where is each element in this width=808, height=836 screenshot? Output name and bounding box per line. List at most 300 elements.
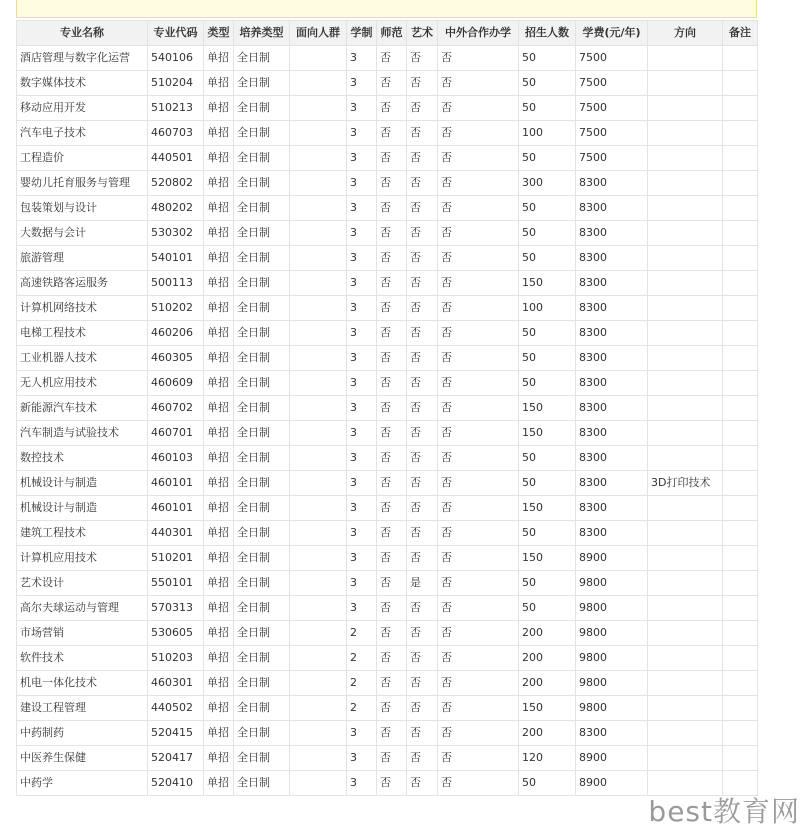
cell-col-code: 460103 bbox=[148, 446, 204, 471]
cell-col-fee: 8300 bbox=[576, 471, 648, 496]
cell-col-art: 否 bbox=[407, 146, 438, 171]
cell-col-name: 工业机器人技术 bbox=[17, 346, 148, 371]
header-col-fee: 学费(元/年) bbox=[576, 21, 648, 46]
cell-col-enroll: 50 bbox=[519, 446, 576, 471]
cell-col-fee: 7500 bbox=[576, 96, 648, 121]
cell-col-fee: 8300 bbox=[576, 421, 648, 446]
cell-col-remark bbox=[723, 621, 758, 646]
cell-col-type: 单招 bbox=[204, 321, 234, 346]
cell-col-type: 单招 bbox=[204, 696, 234, 721]
cell-col-enroll: 150 bbox=[519, 496, 576, 521]
notice-banner bbox=[16, 0, 757, 18]
header-col-code: 专业代码 bbox=[148, 21, 204, 46]
cell-col-remark bbox=[723, 546, 758, 571]
table-row bbox=[17, 421, 758, 446]
cell-col-enroll: 150 bbox=[519, 546, 576, 571]
cell-col-direction bbox=[648, 396, 723, 421]
cell-col-type: 单招 bbox=[204, 471, 234, 496]
cell-col-remark bbox=[723, 371, 758, 396]
cell-col-coop: 否 bbox=[438, 146, 519, 171]
cell-col-coop: 否 bbox=[438, 421, 519, 446]
cell-col-coop: 否 bbox=[438, 446, 519, 471]
cell-col-normal: 否 bbox=[377, 546, 407, 571]
cell-col-training: 全日制 bbox=[234, 121, 290, 146]
cell-col-remark bbox=[723, 46, 758, 71]
table-row bbox=[17, 246, 758, 271]
cell-col-fee: 8900 bbox=[576, 746, 648, 771]
cell-col-fee: 9800 bbox=[576, 621, 648, 646]
cell-col-duration: 3 bbox=[347, 546, 377, 571]
cell-col-code: 510201 bbox=[148, 546, 204, 571]
cell-col-coop: 否 bbox=[438, 271, 519, 296]
table-row bbox=[17, 346, 758, 371]
cell-col-name: 建筑工程技术 bbox=[17, 521, 148, 546]
cell-col-art: 否 bbox=[407, 671, 438, 696]
cell-col-fee: 8300 bbox=[576, 371, 648, 396]
cell-col-enroll: 50 bbox=[519, 46, 576, 71]
cell-col-fee: 8300 bbox=[576, 396, 648, 421]
cell-col-art: 否 bbox=[407, 221, 438, 246]
cell-col-remark bbox=[723, 521, 758, 546]
cell-col-duration: 3 bbox=[347, 371, 377, 396]
cell-col-enroll: 200 bbox=[519, 671, 576, 696]
cell-col-training: 全日制 bbox=[234, 646, 290, 671]
cell-col-coop: 否 bbox=[438, 171, 519, 196]
cell-col-coop: 否 bbox=[438, 71, 519, 96]
cell-col-fee: 8900 bbox=[576, 546, 648, 571]
table-row bbox=[17, 96, 758, 121]
cell-col-audience bbox=[290, 446, 347, 471]
cell-col-art: 否 bbox=[407, 446, 438, 471]
cell-col-type: 单招 bbox=[204, 46, 234, 71]
cell-col-audience bbox=[290, 271, 347, 296]
cell-col-duration: 2 bbox=[347, 671, 377, 696]
cell-col-name: 市场营销 bbox=[17, 621, 148, 646]
cell-col-name: 中医养生保健 bbox=[17, 746, 148, 771]
cell-col-audience bbox=[290, 421, 347, 446]
cell-col-code: 460101 bbox=[148, 471, 204, 496]
cell-col-normal: 否 bbox=[377, 571, 407, 596]
cell-col-duration: 3 bbox=[347, 446, 377, 471]
cell-col-enroll: 50 bbox=[519, 571, 576, 596]
cell-col-fee: 8300 bbox=[576, 196, 648, 221]
cell-col-remark bbox=[723, 596, 758, 621]
cell-col-enroll: 50 bbox=[519, 346, 576, 371]
table-row bbox=[17, 771, 758, 796]
cell-col-audience bbox=[290, 371, 347, 396]
cell-col-type: 单招 bbox=[204, 571, 234, 596]
cell-col-direction bbox=[648, 96, 723, 121]
cell-col-enroll: 150 bbox=[519, 396, 576, 421]
cell-col-coop: 否 bbox=[438, 371, 519, 396]
cell-col-normal: 否 bbox=[377, 721, 407, 746]
cell-col-duration: 2 bbox=[347, 621, 377, 646]
cell-col-art: 否 bbox=[407, 771, 438, 796]
cell-col-type: 单招 bbox=[204, 296, 234, 321]
cell-col-coop: 否 bbox=[438, 521, 519, 546]
cell-col-duration: 3 bbox=[347, 321, 377, 346]
cell-col-code: 460305 bbox=[148, 346, 204, 371]
cell-col-fee: 7500 bbox=[576, 71, 648, 96]
cell-col-art: 否 bbox=[407, 521, 438, 546]
cell-col-type: 单招 bbox=[204, 496, 234, 521]
cell-col-audience bbox=[290, 221, 347, 246]
cell-col-fee: 8300 bbox=[576, 346, 648, 371]
cell-col-remark bbox=[723, 746, 758, 771]
cell-col-training: 全日制 bbox=[234, 571, 290, 596]
cell-col-fee: 8300 bbox=[576, 221, 648, 246]
cell-col-audience bbox=[290, 646, 347, 671]
cell-col-duration: 3 bbox=[347, 496, 377, 521]
cell-col-art: 是 bbox=[407, 571, 438, 596]
cell-col-normal: 否 bbox=[377, 671, 407, 696]
cell-col-enroll: 50 bbox=[519, 146, 576, 171]
cell-col-code: 530605 bbox=[148, 621, 204, 646]
cell-col-remark bbox=[723, 396, 758, 421]
cell-col-name: 婴幼儿托育服务与管理 bbox=[17, 171, 148, 196]
cell-col-direction bbox=[648, 496, 723, 521]
cell-col-type: 单招 bbox=[204, 746, 234, 771]
cell-col-remark bbox=[723, 246, 758, 271]
cell-col-duration: 3 bbox=[347, 196, 377, 221]
cell-col-fee: 7500 bbox=[576, 146, 648, 171]
cell-col-duration: 3 bbox=[347, 71, 377, 96]
cell-col-duration: 3 bbox=[347, 146, 377, 171]
cell-col-direction bbox=[648, 446, 723, 471]
header-row bbox=[17, 21, 758, 46]
cell-col-type: 单招 bbox=[204, 146, 234, 171]
cell-col-training: 全日制 bbox=[234, 596, 290, 621]
cell-col-type: 单招 bbox=[204, 346, 234, 371]
cell-col-name: 中药制药 bbox=[17, 721, 148, 746]
cell-col-coop: 否 bbox=[438, 746, 519, 771]
cell-col-code: 460701 bbox=[148, 421, 204, 446]
cell-col-type: 单招 bbox=[204, 671, 234, 696]
cell-col-direction bbox=[648, 196, 723, 221]
cell-col-name: 工程造价 bbox=[17, 146, 148, 171]
cell-col-training: 全日制 bbox=[234, 671, 290, 696]
table-row bbox=[17, 46, 758, 71]
cell-col-type: 单招 bbox=[204, 371, 234, 396]
cell-col-duration: 3 bbox=[347, 521, 377, 546]
table-row bbox=[17, 696, 758, 721]
cell-col-remark bbox=[723, 71, 758, 96]
cell-col-coop: 否 bbox=[438, 546, 519, 571]
cell-col-enroll: 50 bbox=[519, 521, 576, 546]
header-col-enroll: 招生人数 bbox=[519, 21, 576, 46]
header-col-type: 类型 bbox=[204, 21, 234, 46]
cell-col-training: 全日制 bbox=[234, 721, 290, 746]
cell-col-training: 全日制 bbox=[234, 46, 290, 71]
header-col-name: 专业名称 bbox=[17, 21, 148, 46]
cell-col-duration: 2 bbox=[347, 696, 377, 721]
cell-col-name: 汽车制造与试验技术 bbox=[17, 421, 148, 446]
cell-col-audience bbox=[290, 571, 347, 596]
cell-col-code: 510204 bbox=[148, 71, 204, 96]
header-col-coop: 中外合作办学 bbox=[438, 21, 519, 46]
cell-col-duration: 3 bbox=[347, 746, 377, 771]
cell-col-code: 500113 bbox=[148, 271, 204, 296]
cell-col-code: 510203 bbox=[148, 646, 204, 671]
watermark-logo: best教育网 bbox=[648, 795, 800, 828]
cell-col-coop: 否 bbox=[438, 696, 519, 721]
cell-col-coop: 否 bbox=[438, 621, 519, 646]
cell-col-direction bbox=[648, 296, 723, 321]
cell-col-enroll: 50 bbox=[519, 71, 576, 96]
table-row bbox=[17, 621, 758, 646]
cell-col-remark bbox=[723, 146, 758, 171]
cell-col-fee: 8300 bbox=[576, 271, 648, 296]
cell-col-code: 460101 bbox=[148, 496, 204, 521]
cell-col-audience bbox=[290, 746, 347, 771]
cell-col-type: 单招 bbox=[204, 621, 234, 646]
cell-col-code: 540106 bbox=[148, 46, 204, 71]
cell-col-name: 高速铁路客运服务 bbox=[17, 271, 148, 296]
cell-col-normal: 否 bbox=[377, 596, 407, 621]
cell-col-fee: 8300 bbox=[576, 496, 648, 521]
cell-col-name: 中药学 bbox=[17, 771, 148, 796]
cell-col-audience bbox=[290, 621, 347, 646]
table-row bbox=[17, 71, 758, 96]
cell-col-training: 全日制 bbox=[234, 396, 290, 421]
cell-col-enroll: 50 bbox=[519, 596, 576, 621]
cell-col-type: 单招 bbox=[204, 396, 234, 421]
cell-col-art: 否 bbox=[407, 471, 438, 496]
cell-col-enroll: 120 bbox=[519, 746, 576, 771]
admissions-table bbox=[16, 20, 758, 796]
cell-col-training: 全日制 bbox=[234, 371, 290, 396]
cell-col-fee: 8300 bbox=[576, 446, 648, 471]
cell-col-audience bbox=[290, 721, 347, 746]
cell-col-type: 单招 bbox=[204, 121, 234, 146]
cell-col-fee: 7500 bbox=[576, 121, 648, 146]
cell-col-training: 全日制 bbox=[234, 496, 290, 521]
table-row bbox=[17, 471, 758, 496]
cell-col-duration: 3 bbox=[347, 721, 377, 746]
cell-col-coop: 否 bbox=[438, 296, 519, 321]
cell-col-normal: 否 bbox=[377, 396, 407, 421]
cell-col-coop: 否 bbox=[438, 671, 519, 696]
cell-col-training: 全日制 bbox=[234, 696, 290, 721]
cell-col-name: 机电一体化技术 bbox=[17, 671, 148, 696]
table-row bbox=[17, 521, 758, 546]
cell-col-training: 全日制 bbox=[234, 246, 290, 271]
cell-col-training: 全日制 bbox=[234, 746, 290, 771]
cell-col-code: 440301 bbox=[148, 521, 204, 546]
cell-col-enroll: 100 bbox=[519, 121, 576, 146]
cell-col-coop: 否 bbox=[438, 771, 519, 796]
cell-col-code: 520410 bbox=[148, 771, 204, 796]
cell-col-art: 否 bbox=[407, 346, 438, 371]
cell-col-remark bbox=[723, 171, 758, 196]
cell-col-normal: 否 bbox=[377, 771, 407, 796]
cell-col-code: 460206 bbox=[148, 321, 204, 346]
cell-col-direction bbox=[648, 596, 723, 621]
cell-col-direction bbox=[648, 346, 723, 371]
cell-col-direction bbox=[648, 171, 723, 196]
cell-col-audience bbox=[290, 596, 347, 621]
cell-col-coop: 否 bbox=[438, 396, 519, 421]
cell-col-enroll: 50 bbox=[519, 321, 576, 346]
cell-col-direction bbox=[648, 746, 723, 771]
cell-col-direction bbox=[648, 696, 723, 721]
cell-col-code: 460301 bbox=[148, 671, 204, 696]
cell-col-remark bbox=[723, 221, 758, 246]
cell-col-art: 否 bbox=[407, 421, 438, 446]
cell-col-code: 510213 bbox=[148, 96, 204, 121]
cell-col-direction bbox=[648, 46, 723, 71]
cell-col-fee: 8300 bbox=[576, 171, 648, 196]
header-col-duration: 学制 bbox=[347, 21, 377, 46]
cell-col-duration: 3 bbox=[347, 571, 377, 596]
cell-col-direction bbox=[648, 271, 723, 296]
cell-col-normal: 否 bbox=[377, 621, 407, 646]
cell-col-duration: 3 bbox=[347, 221, 377, 246]
cell-col-remark bbox=[723, 421, 758, 446]
cell-col-normal: 否 bbox=[377, 421, 407, 446]
cell-col-normal: 否 bbox=[377, 121, 407, 146]
cell-col-direction bbox=[648, 371, 723, 396]
header-col-training: 培养类型 bbox=[234, 21, 290, 46]
cell-col-type: 单招 bbox=[204, 271, 234, 296]
cell-col-duration: 3 bbox=[347, 421, 377, 446]
table-row bbox=[17, 146, 758, 171]
cell-col-direction bbox=[648, 521, 723, 546]
cell-col-name: 汽车电子技术 bbox=[17, 121, 148, 146]
cell-col-art: 否 bbox=[407, 296, 438, 321]
table-row bbox=[17, 196, 758, 221]
cell-col-direction bbox=[648, 121, 723, 146]
cell-col-name: 机械设计与制造 bbox=[17, 496, 148, 521]
cell-col-duration: 3 bbox=[347, 296, 377, 321]
cell-col-fee: 9800 bbox=[576, 671, 648, 696]
header-col-remark: 备注 bbox=[723, 21, 758, 46]
cell-col-direction bbox=[648, 646, 723, 671]
cell-col-name: 机械设计与制造 bbox=[17, 471, 148, 496]
cell-col-audience bbox=[290, 71, 347, 96]
cell-col-fee: 7500 bbox=[576, 46, 648, 71]
cell-col-name: 无人机应用技术 bbox=[17, 371, 148, 396]
cell-col-art: 否 bbox=[407, 96, 438, 121]
cell-col-audience bbox=[290, 396, 347, 421]
cell-col-normal: 否 bbox=[377, 146, 407, 171]
cell-col-name: 移动应用开发 bbox=[17, 96, 148, 121]
cell-col-name: 数控技术 bbox=[17, 446, 148, 471]
cell-col-remark bbox=[723, 646, 758, 671]
cell-col-coop: 否 bbox=[438, 46, 519, 71]
header-col-audience: 面向人群 bbox=[290, 21, 347, 46]
cell-col-enroll: 50 bbox=[519, 221, 576, 246]
table-row bbox=[17, 646, 758, 671]
cell-col-audience bbox=[290, 171, 347, 196]
cell-col-direction bbox=[648, 721, 723, 746]
cell-col-audience bbox=[290, 96, 347, 121]
table-row bbox=[17, 321, 758, 346]
cell-col-audience bbox=[290, 496, 347, 521]
cell-col-code: 460609 bbox=[148, 371, 204, 396]
header-col-normal: 师范 bbox=[377, 21, 407, 46]
cell-col-enroll: 300 bbox=[519, 171, 576, 196]
cell-col-name: 高尔夫球运动与管理 bbox=[17, 596, 148, 621]
cell-col-audience bbox=[290, 121, 347, 146]
table-row bbox=[17, 571, 758, 596]
header-col-art: 艺术 bbox=[407, 21, 438, 46]
cell-col-type: 单招 bbox=[204, 721, 234, 746]
cell-col-training: 全日制 bbox=[234, 221, 290, 246]
cell-col-normal: 否 bbox=[377, 246, 407, 271]
cell-col-normal: 否 bbox=[377, 46, 407, 71]
cell-col-name: 包装策划与设计 bbox=[17, 196, 148, 221]
cell-col-coop: 否 bbox=[438, 196, 519, 221]
cell-col-art: 否 bbox=[407, 271, 438, 296]
cell-col-training: 全日制 bbox=[234, 196, 290, 221]
cell-col-code: 460703 bbox=[148, 121, 204, 146]
cell-col-art: 否 bbox=[407, 621, 438, 646]
cell-col-audience bbox=[290, 671, 347, 696]
cell-col-enroll: 200 bbox=[519, 621, 576, 646]
cell-col-coop: 否 bbox=[438, 596, 519, 621]
cell-col-name: 计算机网络技术 bbox=[17, 296, 148, 321]
cell-col-normal: 否 bbox=[377, 496, 407, 521]
cell-col-duration: 3 bbox=[347, 121, 377, 146]
cell-col-type: 单招 bbox=[204, 646, 234, 671]
cell-col-art: 否 bbox=[407, 496, 438, 521]
cell-col-name: 数字媒体技术 bbox=[17, 71, 148, 96]
cell-col-audience bbox=[290, 296, 347, 321]
cell-col-art: 否 bbox=[407, 246, 438, 271]
cell-col-duration: 3 bbox=[347, 771, 377, 796]
table-row bbox=[17, 596, 758, 621]
cell-col-audience bbox=[290, 146, 347, 171]
cell-col-direction bbox=[648, 571, 723, 596]
cell-col-enroll: 150 bbox=[519, 271, 576, 296]
table-row bbox=[17, 271, 758, 296]
cell-col-fee: 9800 bbox=[576, 596, 648, 621]
cell-col-enroll: 50 bbox=[519, 471, 576, 496]
cell-col-remark bbox=[723, 346, 758, 371]
cell-col-enroll: 200 bbox=[519, 646, 576, 671]
table-row bbox=[17, 396, 758, 421]
cell-col-fee: 8300 bbox=[576, 721, 648, 746]
cell-col-art: 否 bbox=[407, 696, 438, 721]
cell-col-remark bbox=[723, 496, 758, 521]
cell-col-training: 全日制 bbox=[234, 296, 290, 321]
cell-col-type: 单招 bbox=[204, 421, 234, 446]
cell-col-type: 单招 bbox=[204, 246, 234, 271]
cell-col-coop: 否 bbox=[438, 321, 519, 346]
cell-col-enroll: 150 bbox=[519, 696, 576, 721]
cell-col-direction bbox=[648, 671, 723, 696]
cell-col-remark bbox=[723, 271, 758, 296]
cell-col-duration: 3 bbox=[347, 346, 377, 371]
cell-col-training: 全日制 bbox=[234, 546, 290, 571]
cell-col-remark bbox=[723, 96, 758, 121]
cell-col-name: 电梯工程技术 bbox=[17, 321, 148, 346]
cell-col-training: 全日制 bbox=[234, 446, 290, 471]
cell-col-training: 全日制 bbox=[234, 171, 290, 196]
cell-col-coop: 否 bbox=[438, 496, 519, 521]
cell-col-enroll: 50 bbox=[519, 246, 576, 271]
cell-col-remark bbox=[723, 471, 758, 496]
cell-col-remark bbox=[723, 321, 758, 346]
table-row bbox=[17, 746, 758, 771]
cell-col-art: 否 bbox=[407, 721, 438, 746]
cell-col-type: 单招 bbox=[204, 596, 234, 621]
table-row bbox=[17, 446, 758, 471]
table-header bbox=[17, 21, 758, 46]
cell-col-coop: 否 bbox=[438, 346, 519, 371]
cell-col-audience bbox=[290, 346, 347, 371]
